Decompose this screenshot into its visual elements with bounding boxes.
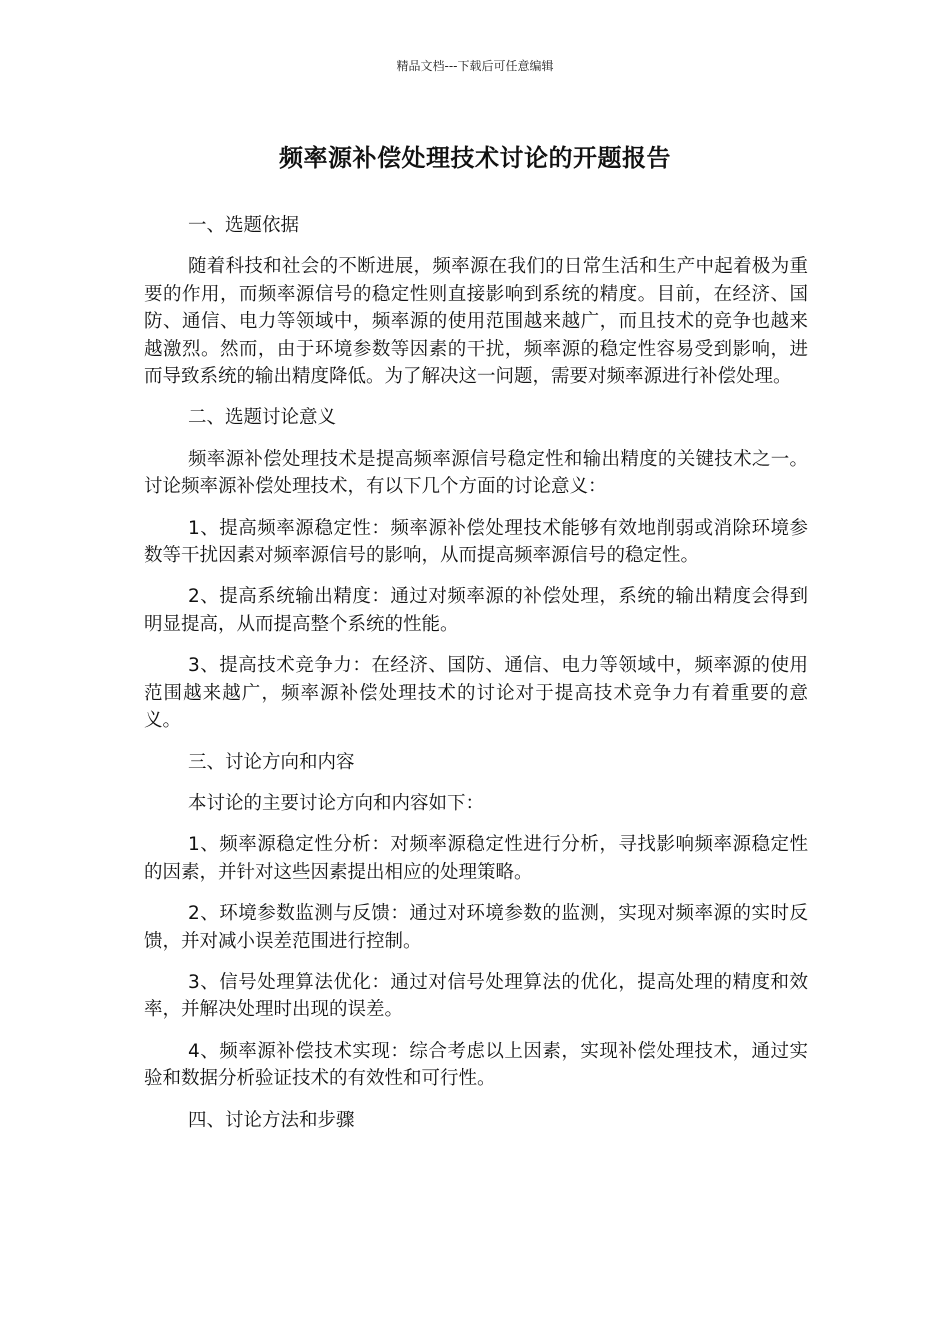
section-heading: 四、讨论方法和步骤 <box>188 1109 355 1131</box>
list-item: 1、频率源稳定性分析：对频率源稳定性进行分析，寻找影响频率源稳定性的因素，并针对这些因素提出相应的处理策略。 <box>144 834 808 883</box>
section-heading: 二、选题讨论意义 <box>188 407 337 429</box>
document-title: 频率源补偿处理技术讨论的开题报告 <box>279 144 671 172</box>
section-heading: 一、选题依据 <box>188 215 300 236</box>
document-body <box>144 212 808 1148</box>
page-header: 精品文档---下载后可任意编辑 <box>396 59 554 73</box>
section-heading: 三、讨论方向和内容 <box>188 751 355 773</box>
list-item: 3、信号处理算法优化：通过对信号处理算法的优化，提高处理的精度和效率，并解决处理时出现的误差。 <box>144 971 808 1021</box>
list-item: 3、提高技术竞争力：在经济、国防、通信、电力等领域中，频率源的使用范围越来越广，频率源补偿处理技术的讨论对于提高技术竞争力有着重要的意义。 <box>144 655 808 732</box>
paragraph: 频率源补偿处理技术是提高频率源信号稳定性和输出精度的关键技术之一。讨论频率源补偿处理技术，有以下几个方面的讨论意义： <box>144 448 808 498</box>
list-item: 2、环境参数监测与反馈：通过对环境参数的监测，实现对频率源的实时反馈，并对减小误差范围进行控制。 <box>144 903 808 952</box>
list-item: 1、提高频率源稳定性：频率源补偿处理技术能够有效地削弱或消除环境参数等干扰因素对频率源信号的影响，从而提高频率源信号的稳定性。 <box>144 517 808 567</box>
list-item: 2、提高系统输出精度：通过对频率源的补偿处理，系统的输出精度会得到明显提高，从而提高整个系统的性能。 <box>144 586 808 635</box>
list-item: 4、频率源补偿技术实现：综合考虑以上因素，实现补偿处理技术，通过实验和数据分析验证技术的有效性和可行性。 <box>144 1040 808 1090</box>
paragraph: 随着科技和社会的不断进展，频率源在我们的日常生活和生产中起着极为重要的作用，而频率源信号的稳定性则直接影响到系统的精度。目前，在经济、国防、通信、电力等领域中，频率源的使用范围越来越广，而且技术的竞争也越来越激烈。然而，由于环境参数等因素的干扰，频率源的稳定性容易受到影响，进而导致系统的输出精度降低。为了解决这一问题，需要对频率源进行补偿处理。 <box>144 256 808 388</box>
paragraph: 本讨论的主要讨论方向和内容如下： <box>188 792 485 814</box>
